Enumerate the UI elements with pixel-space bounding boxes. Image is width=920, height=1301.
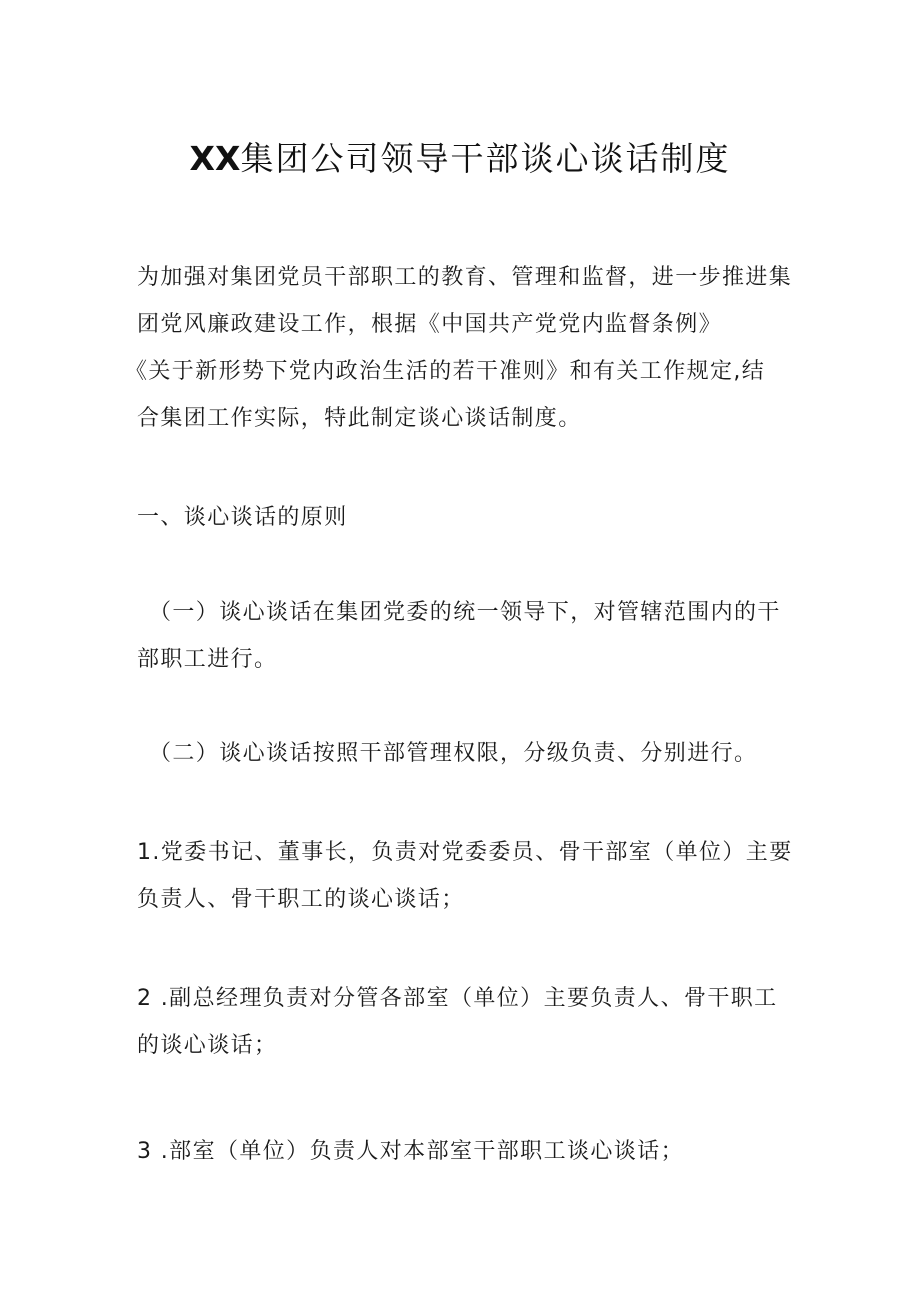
numbered-point-line: 的谈心谈话；	[137, 1033, 278, 1058]
numbered-point-line: 负责人、骨干职工的谈心谈话；	[137, 887, 465, 912]
intro-line: 《关于新形势下党内政治生活的若干准则》和有关工作规定,结	[125, 359, 766, 384]
intro-line: 合集团工作实际，特此制定谈心谈话制度。	[137, 406, 582, 431]
document-title	[0, 133, 920, 180]
numbered-point-line: 3 .部室（单位）负责人对本部室干部职工谈心谈话；	[137, 1139, 684, 1164]
principle-item-line: （二）谈心谈话按照干部管理权限，分级负责、分别进行。	[149, 741, 758, 766]
intro-line: 团党风廉政建设工作，根据《中国共产党党内监督条例》	[137, 312, 723, 337]
intro-line: 为加强对集团党员干部职工的教育、管理和监督，进一步推进集	[137, 265, 793, 290]
numbered-point-line: 1.党委书记、董事长，负责对党委委员、骨干部室（单位）主要	[137, 840, 793, 865]
section-heading-text: 一、谈心谈话的原则	[137, 505, 348, 530]
title-prefix: XX	[189, 139, 241, 178]
title-text: 集团公司领导干部谈心谈话制度	[240, 139, 731, 178]
numbered-point-1	[137, 829, 797, 923]
principle-item-line: （一）谈心谈话在集团党委的统一领导下，对管辖范围内的干	[149, 600, 781, 625]
numbered-point-2	[137, 975, 797, 1069]
section-heading	[137, 494, 797, 541]
principle-item-line: 部职工进行。	[137, 647, 278, 672]
numbered-point-3	[137, 1128, 797, 1175]
principle-item-2	[137, 730, 809, 777]
numbered-point-line: 2 .副总经理负责对分管各部室（单位）主要负责人、骨干职工	[137, 986, 778, 1011]
intro-paragraph	[125, 254, 797, 442]
principle-item-1	[137, 589, 809, 683]
